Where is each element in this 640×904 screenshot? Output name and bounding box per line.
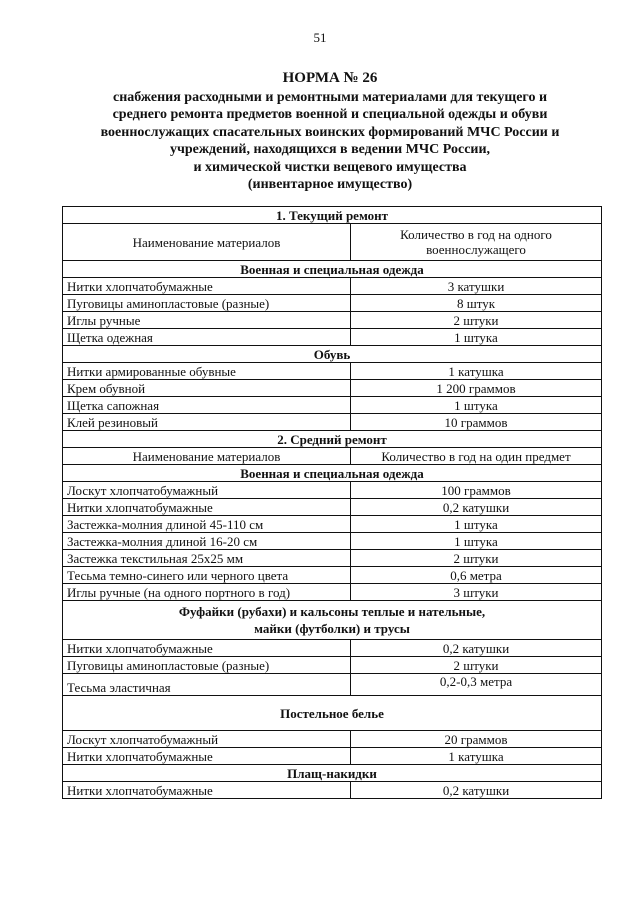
material-quantity: 20 граммов (351, 731, 602, 748)
table-row (63, 278, 602, 295)
material-quantity: 0,2-0,3 метра (351, 674, 602, 696)
table-row (63, 731, 602, 748)
group-title: Военная и специальная одежда (63, 465, 602, 482)
material-quantity: 1 штука (351, 516, 602, 533)
table-row (63, 397, 602, 414)
material-quantity: 8 штук (351, 295, 602, 312)
table-row (63, 329, 602, 346)
table-row (63, 380, 602, 397)
material-name: Лоскут хлопчатобумажный (63, 731, 351, 748)
table-row (63, 550, 602, 567)
material-quantity: 0,2 катушки (351, 782, 602, 799)
material-name: Нитки хлопчатобумажные (63, 640, 351, 657)
material-quantity: 2 штуки (351, 312, 602, 329)
table-row (63, 499, 602, 516)
material-quantity: 10 граммов (351, 414, 602, 431)
table-row (63, 414, 602, 431)
section-title: 2. Средний ремонт (63, 431, 602, 448)
table-row (63, 657, 602, 674)
title-line: учреждений, находящихся в ведении МЧС России, (169, 142, 491, 157)
column-header-name: Наименование материалов (63, 448, 351, 465)
document-title (60, 70, 600, 194)
table-row (63, 312, 602, 329)
material-quantity: 1 катушка (351, 748, 602, 765)
group-title-line: Фуфайки (рубахи) и кальсоны теплые и нательные, (178, 604, 486, 619)
material-name: Пуговицы аминопластовые (разные) (63, 295, 351, 312)
table-row (63, 584, 602, 601)
material-name: Нитки армированные обувные (63, 363, 351, 380)
column-header-name: Наименование материалов (63, 224, 351, 261)
title-line: (инвентарное имущество) (247, 177, 413, 192)
page-number: 51 (313, 30, 327, 45)
material-quantity: 0,2 катушки (351, 640, 602, 657)
material-name: Крем обувной (63, 380, 351, 397)
table-row (63, 516, 602, 533)
column-header-quantity: Количество в год на один предмет (351, 448, 602, 465)
material-quantity: 1 штука (351, 329, 602, 346)
material-name: Лоскут хлопчатобумажный (63, 482, 351, 499)
material-name: Нитки хлопчатобумажные (63, 499, 351, 516)
material-quantity: 1 катушка (351, 363, 602, 380)
material-name: Пуговицы аминопластовые (разные) (63, 657, 351, 674)
group-title (63, 601, 602, 640)
table-row (63, 748, 602, 765)
group-title: Плащ-накидки (63, 765, 602, 782)
material-name: Иглы ручные (на одного портного в год) (63, 584, 351, 601)
norm-number: НОРМА № 26 (282, 70, 378, 86)
material-quantity: 3 штуки (351, 584, 602, 601)
table-row (63, 782, 602, 799)
material-quantity: 0,6 метра (351, 567, 602, 584)
material-quantity: 2 штуки (351, 657, 602, 674)
table-row (63, 567, 602, 584)
table-row (63, 674, 602, 696)
section-title: 1. Текущий ремонт (63, 207, 602, 224)
material-quantity: 1 200 граммов (351, 380, 602, 397)
table-row (63, 363, 602, 380)
material-quantity: 1 штука (351, 533, 602, 550)
material-name: Нитки хлопчатобумажные (63, 748, 351, 765)
group-title: Постельное белье (63, 696, 602, 731)
material-quantity: 0,2 катушки (351, 499, 602, 516)
group-title-line: майки (футболки) и трусы (254, 621, 410, 636)
norm-table (62, 206, 602, 799)
material-name: Тесьма эластичная (63, 674, 351, 696)
table-row (63, 640, 602, 657)
material-name: Щетка одежная (63, 329, 351, 346)
title-line: военнослужащих спасательных воинских формирований МЧС России и (100, 124, 560, 140)
title-line: и химической чистки вещевого имущества (193, 159, 467, 175)
material-quantity: 2 штуки (351, 550, 602, 567)
title-line: снабжения расходными и ремонтными материалами для текущего и (112, 89, 548, 105)
material-quantity: 1 штука (351, 397, 602, 414)
title-line: среднего ремонта предметов военной и специальной одежды и обуви (112, 107, 548, 122)
material-name: Нитки хлопчатобумажные (63, 782, 351, 799)
material-name: Застежка текстильная 25x25 мм (63, 550, 351, 567)
material-quantity: 3 катушки (351, 278, 602, 295)
material-name: Нитки хлопчатобумажные (63, 278, 351, 295)
material-name: Тесьма темно-синего или черного цвета (63, 567, 351, 584)
material-name: Иглы ручные (63, 312, 351, 329)
material-name: Застежка-молния длиной 16-20 см (63, 533, 351, 550)
material-name: Щетка сапожная (63, 397, 351, 414)
material-quantity: 100 граммов (351, 482, 602, 499)
column-header-quantity: Количество в год на одного военнослужащего (351, 224, 602, 261)
table-row (63, 295, 602, 312)
group-title: Обувь (63, 346, 602, 363)
material-name: Застежка-молния длиной 45-110 см (63, 516, 351, 533)
material-name: Клей резиновый (63, 414, 351, 431)
group-title: Военная и специальная одежда (63, 261, 602, 278)
table-row (63, 482, 602, 499)
table-row (63, 533, 602, 550)
